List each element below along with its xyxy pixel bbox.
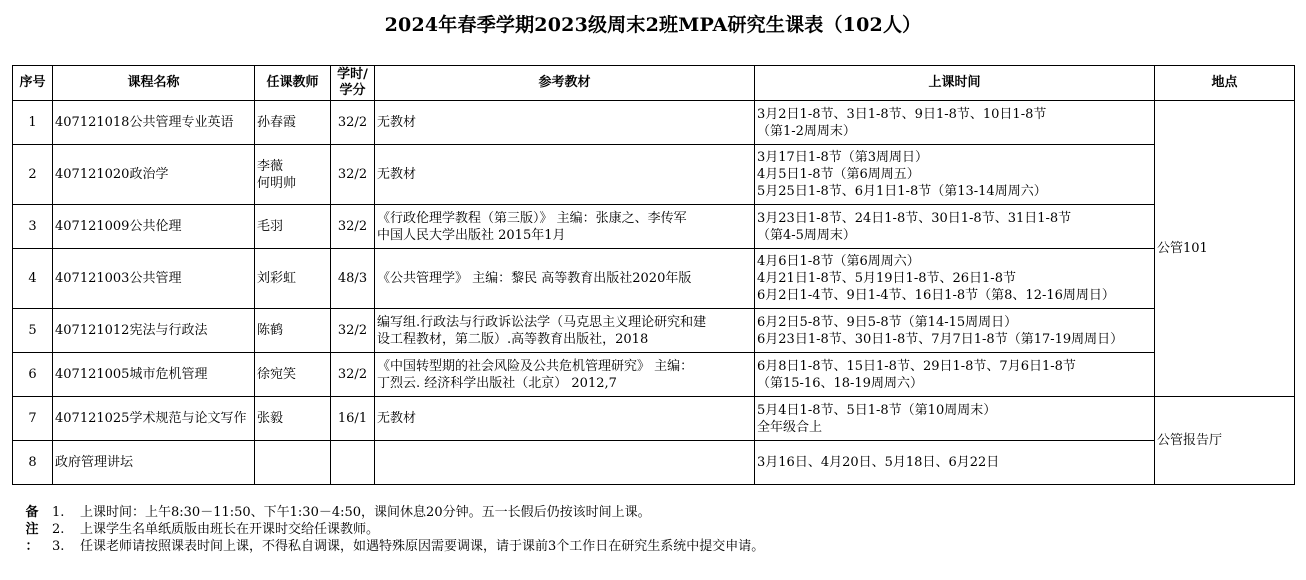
row-course: 407121012宪法与行政法 bbox=[53, 309, 255, 353]
header-time: 上课时间 bbox=[755, 66, 1155, 101]
book-line: 无教材 bbox=[377, 411, 417, 426]
row-no: 3 bbox=[13, 205, 53, 249]
row-course: 407121018公共管理专业英语 bbox=[53, 101, 255, 145]
time-line: （第1-2周周末） bbox=[757, 123, 856, 139]
row-hours: 32/2 bbox=[331, 353, 375, 397]
row-time bbox=[755, 353, 1155, 397]
row-hours bbox=[331, 441, 375, 485]
book-line: 《公共管理学》 主编：黎民 高等教育出版社2020年版 bbox=[377, 271, 692, 286]
row-book bbox=[375, 145, 755, 205]
time-line: 6月8日1-8节、15日1-8节、29日1-8节、7月6日1-8节 bbox=[757, 358, 1076, 374]
row-course: 407121005城市危机管理 bbox=[53, 353, 255, 397]
teacher-name: 徐宛笑 bbox=[257, 367, 297, 382]
row-teacher bbox=[255, 397, 331, 441]
row-teacher bbox=[255, 353, 331, 397]
notes-label-char: ： bbox=[25, 539, 39, 554]
table-header-row bbox=[13, 66, 1295, 101]
table-row bbox=[13, 309, 1295, 353]
teacher-name: 何明帅 bbox=[257, 175, 297, 191]
note-number: 2. bbox=[52, 522, 65, 537]
row-book bbox=[375, 309, 755, 353]
row-no: 2 bbox=[13, 145, 53, 205]
row-teacher bbox=[255, 249, 331, 309]
table-row bbox=[13, 145, 1295, 205]
time-line: 4月21日1-8节、5月19日1-8节、26日1-8节 bbox=[757, 271, 1016, 286]
note-number: 3. bbox=[52, 539, 65, 554]
time-line: 4月6日1-8节（第6周周六） bbox=[757, 254, 920, 269]
row-hours: 32/2 bbox=[331, 205, 375, 249]
row-hours: 32/2 bbox=[331, 101, 375, 145]
row-no: 1 bbox=[13, 101, 53, 145]
table-row bbox=[13, 249, 1295, 309]
header-location: 地点 bbox=[1155, 66, 1295, 101]
row-no: 6 bbox=[13, 353, 53, 397]
book-line: 《行政伦理学教程（第三版）》 主编：张康之、李传军 bbox=[377, 210, 687, 226]
location-cell-1: 公管101 bbox=[1155, 101, 1295, 397]
time-line: 全年级合上 bbox=[757, 419, 823, 435]
table-row bbox=[13, 101, 1295, 145]
row-teacher bbox=[255, 205, 331, 249]
teacher-name: 孙春霞 bbox=[257, 115, 297, 130]
row-time bbox=[755, 441, 1155, 485]
row-book bbox=[375, 353, 755, 397]
header-teacher: 任课教师 bbox=[255, 66, 331, 101]
location-cell-2: 公管报告厅 bbox=[1155, 397, 1295, 485]
time-line: 4月5日1-8节（第6周周五） bbox=[757, 167, 920, 182]
notes-label-char: 注 bbox=[25, 522, 39, 537]
time-line: 6月23日1-8节、30日1-8节、7月7日1-8节（第17-19周周日） bbox=[757, 331, 1124, 347]
row-time bbox=[755, 309, 1155, 353]
note-text: 上课学生名单纸质版由班长在开课时交给任课教师。 bbox=[80, 522, 380, 537]
row-course: 407121025学术规范与论文写作 bbox=[53, 397, 255, 441]
row-no: 7 bbox=[13, 397, 53, 441]
row-book bbox=[375, 205, 755, 249]
row-time bbox=[755, 249, 1155, 309]
row-no: 5 bbox=[13, 309, 53, 353]
row-teacher bbox=[255, 441, 331, 485]
time-line: （第15-16、18-19周周六） bbox=[757, 375, 923, 391]
header-hours bbox=[331, 66, 375, 101]
time-line: 3月23日1-8节、24日1-8节、30日1-8节、31日1-8节 bbox=[757, 210, 1072, 226]
time-line: 3月16日、4月20日、5月18日、6月22日 bbox=[757, 455, 1000, 470]
row-course: 政府管理讲坛 bbox=[53, 441, 255, 485]
header-no: 序号 bbox=[13, 66, 53, 101]
book-line: 编写组.行政法与行政诉讼法学（马克思主义理论研究和建 bbox=[377, 314, 707, 330]
book-line: 丁烈云. 经济科学出版社（北京） 2012,7 bbox=[377, 375, 617, 391]
book-line: 无教材 bbox=[377, 167, 417, 182]
teacher-name: 陈鹤 bbox=[257, 323, 284, 338]
row-no: 4 bbox=[13, 249, 53, 309]
schedule-table bbox=[12, 65, 1295, 485]
teacher-name: 刘彩虹 bbox=[257, 271, 297, 286]
row-time bbox=[755, 145, 1155, 205]
table-row bbox=[13, 441, 1295, 485]
time-line: 5月25日1-8节、6月1日1-8节（第13-14周周六） bbox=[757, 184, 1047, 199]
table-row bbox=[13, 205, 1295, 249]
note-number: 1. bbox=[52, 505, 65, 520]
table-row bbox=[13, 397, 1295, 441]
row-hours: 48/3 bbox=[331, 249, 375, 309]
row-course: 407121009公共伦理 bbox=[53, 205, 255, 249]
row-teacher bbox=[255, 101, 331, 145]
row-time bbox=[755, 205, 1155, 249]
header-hours-line2: 学分 bbox=[339, 83, 366, 98]
book-line: 设工程教材，第二版）.高等教育出版社，2018 bbox=[377, 331, 649, 347]
notes-label bbox=[22, 504, 42, 555]
note-item bbox=[52, 504, 764, 521]
time-line: （第4-5周周末） bbox=[757, 227, 856, 243]
row-no: 8 bbox=[13, 441, 53, 485]
header-book: 参考教材 bbox=[375, 66, 755, 101]
time-line: 5月4日1-8节、5日1-8节（第10周周末） bbox=[757, 402, 997, 418]
row-book bbox=[375, 441, 755, 485]
page-title: 2024年春季学期2023级周末2班MPA研究生课表（102人） bbox=[384, 14, 922, 36]
note-item bbox=[52, 521, 764, 538]
row-book bbox=[375, 397, 755, 441]
header-course: 课程名称 bbox=[53, 66, 255, 101]
notes-list bbox=[52, 504, 764, 555]
row-hours: 32/2 bbox=[331, 145, 375, 205]
row-teacher bbox=[255, 309, 331, 353]
row-course: 407121003公共管理 bbox=[53, 249, 255, 309]
row-book bbox=[375, 101, 755, 145]
time-line: 3月2日1-8节、3日1-8节、9日1-8节、10日1-8节 bbox=[757, 106, 1047, 122]
book-line: 《中国转型期的社会风险及公共危机管理研究》 主编： bbox=[377, 358, 694, 374]
row-hours: 16/1 bbox=[331, 397, 375, 441]
row-teacher bbox=[255, 145, 331, 205]
header-hours-line1: 学时/ bbox=[337, 67, 368, 82]
row-course: 407121020政治学 bbox=[53, 145, 255, 205]
row-hours: 32/2 bbox=[331, 309, 375, 353]
book-line: 中国人民大学出版社 2015年1月 bbox=[377, 227, 566, 243]
table-row bbox=[13, 353, 1295, 397]
row-book bbox=[375, 249, 755, 309]
book-line: 无教材 bbox=[377, 115, 417, 130]
teacher-name: 张毅 bbox=[257, 411, 284, 426]
time-line: 6月2日5-8节、9日5-8节（第14-15周周日） bbox=[757, 314, 1018, 330]
note-text: 任课老师请按照课表时间上课，不得私自调课，如遇特殊原因需要调课，请于课前3个工作日在研究生系统中提交申请。 bbox=[80, 539, 765, 554]
row-time bbox=[755, 101, 1155, 145]
note-item bbox=[52, 538, 764, 555]
time-line: 6月2日1-4节、9日1-4节、16日1-8节（第8、12-16周周日） bbox=[757, 288, 1115, 303]
teacher-name: 李薇 bbox=[257, 158, 284, 174]
teacher-name: 毛羽 bbox=[257, 219, 284, 234]
notes-label-char: 备 bbox=[25, 505, 39, 520]
row-time bbox=[755, 397, 1155, 441]
time-line: 3月17日1-8节（第3周周日） bbox=[757, 150, 929, 165]
note-text: 上课时间：上午8:30－11:50、下午1:30－4:50，课间休息20分钟。五一长假后仍按该时间上课。 bbox=[80, 505, 651, 520]
